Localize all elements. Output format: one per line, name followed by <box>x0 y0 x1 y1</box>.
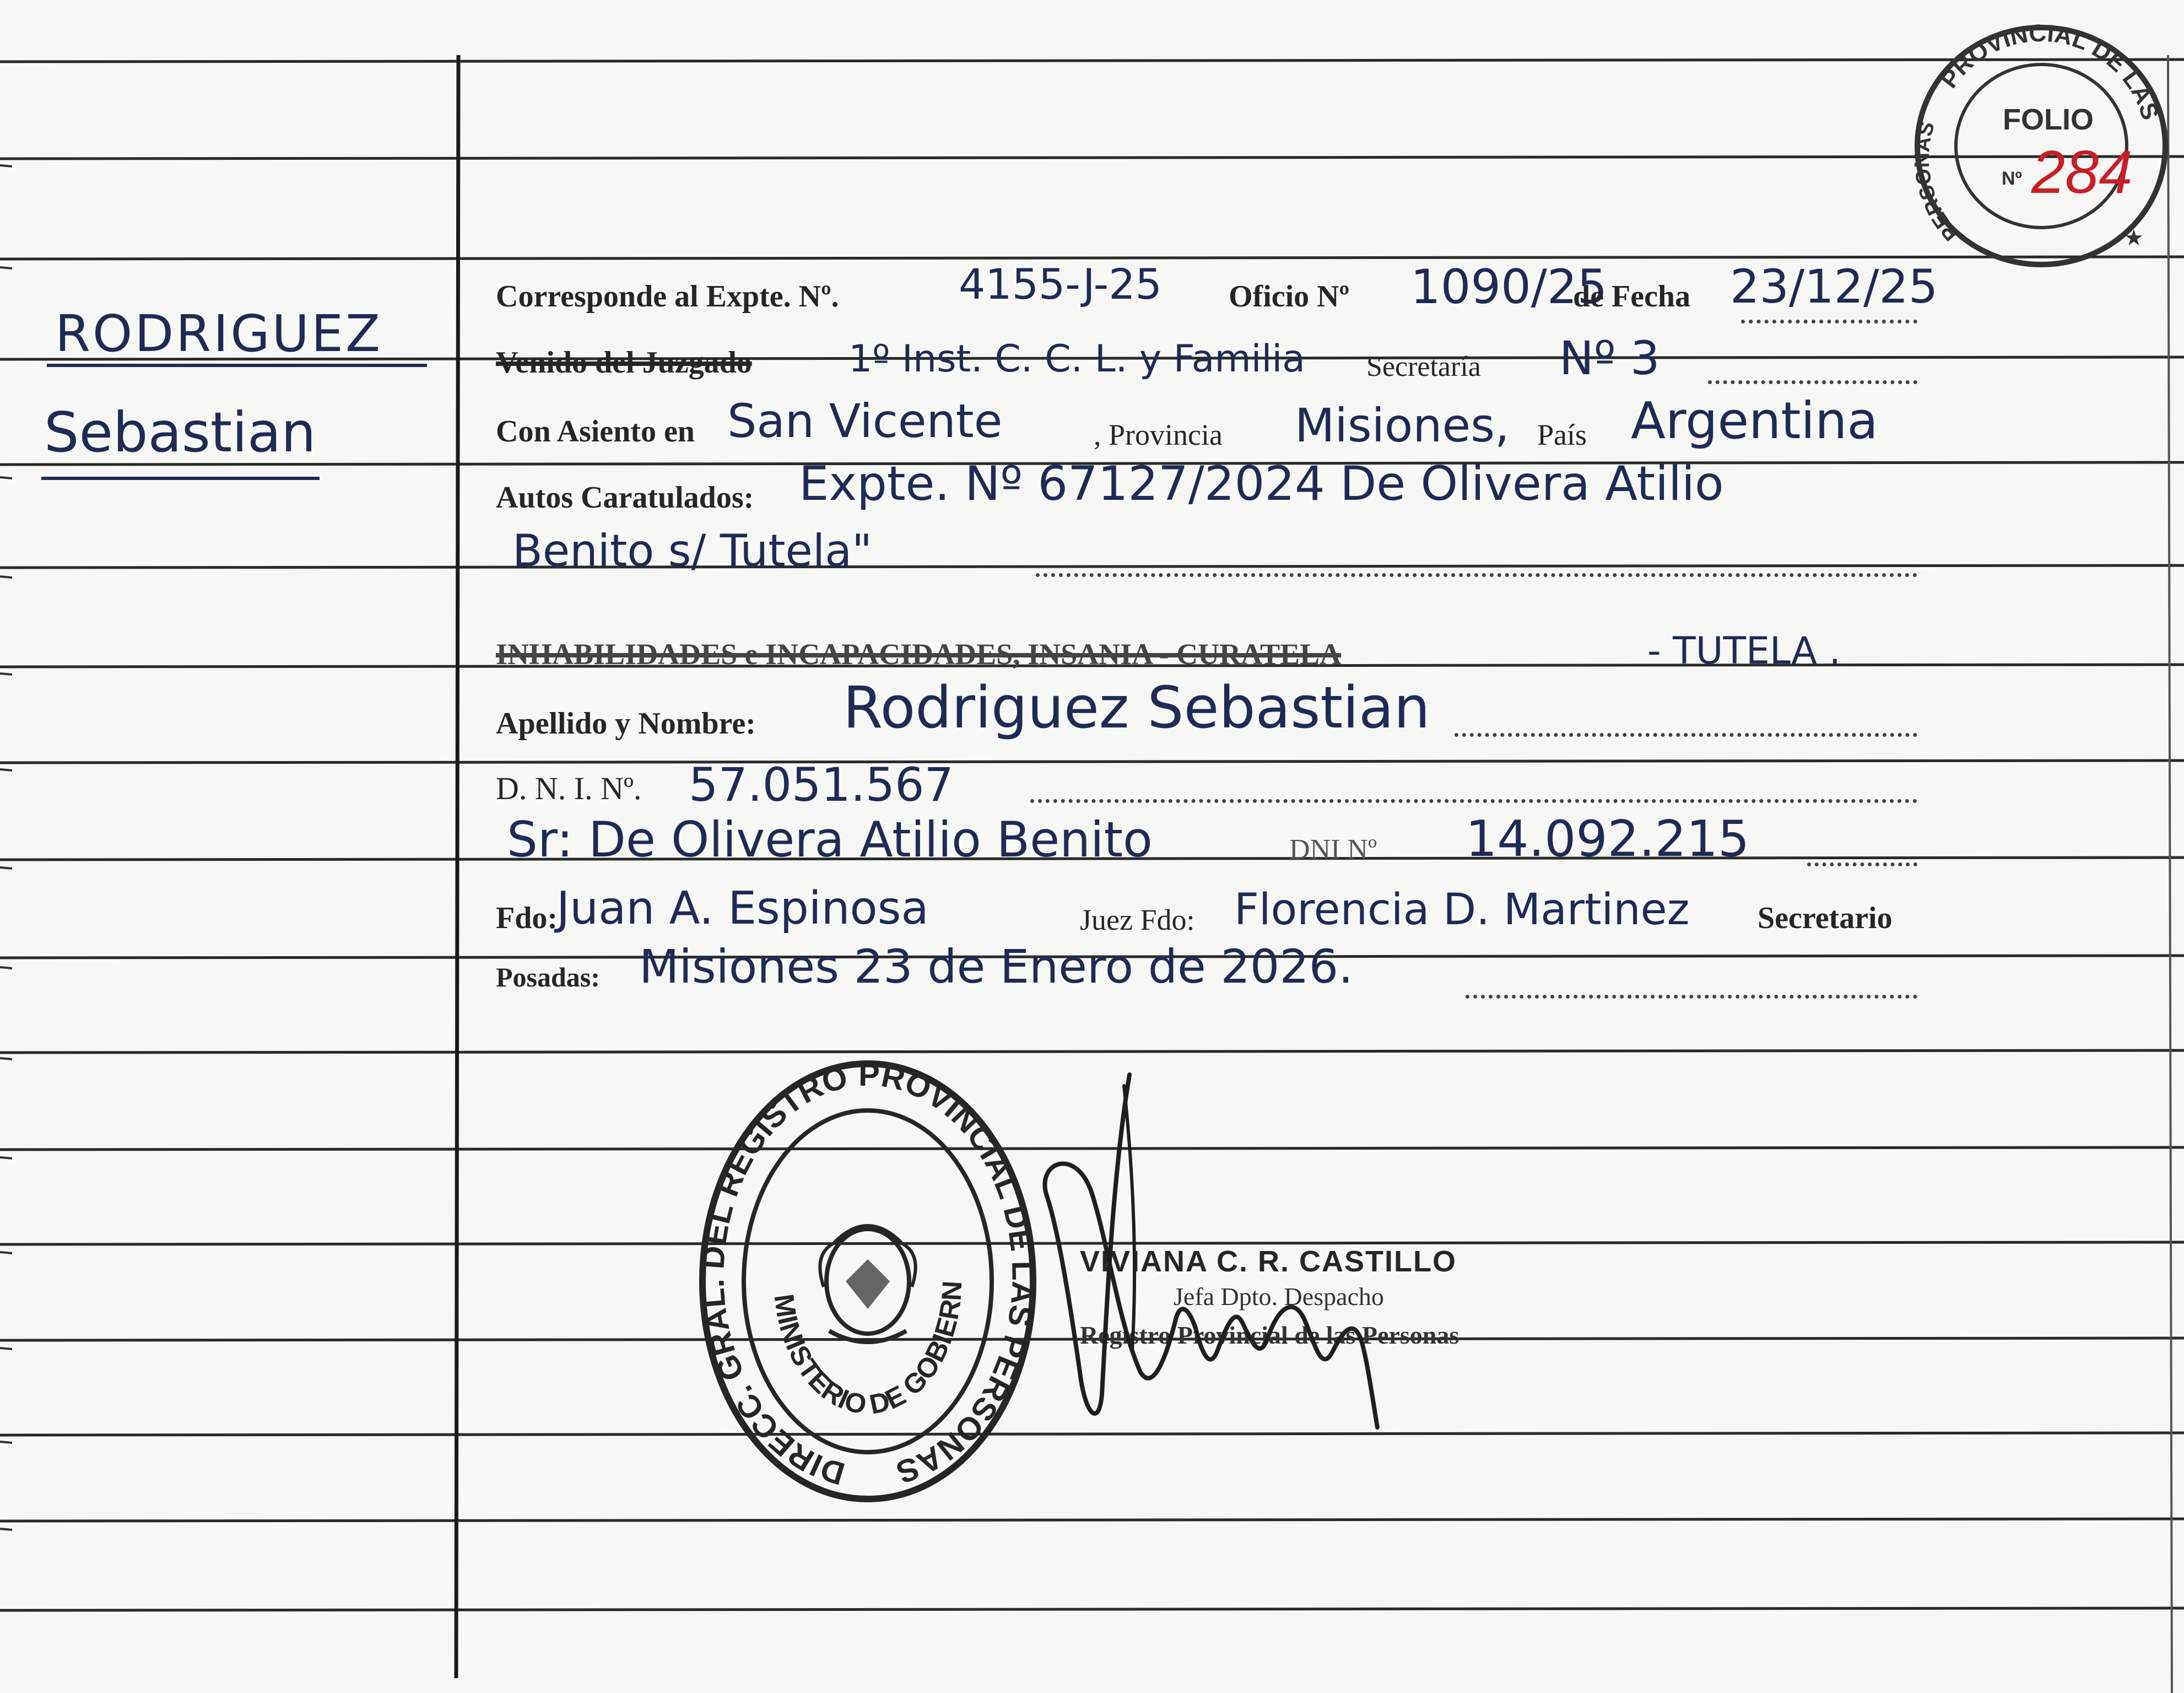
surname-underline <box>47 364 427 367</box>
star-icon: ★ <box>2124 226 2144 250</box>
dotted-leader <box>1455 733 1917 737</box>
label-secretario: Secretario <box>1758 901 1893 935</box>
label-provincia: , Provincia <box>1094 418 1223 451</box>
folio-number: 284 <box>2031 138 2133 206</box>
label-posadas: Posadas: <box>496 962 600 993</box>
stamp-role: Jefa Dpto. Despacho <box>1174 1282 1384 1311</box>
margin-surname: RODRIGUEZ <box>55 304 383 363</box>
autos-value-continued: Benito s/ Tutela" <box>512 525 872 576</box>
folio-label: FOLIO <box>2003 103 2094 136</box>
fdo-judge-value: Juan A. Espinosa <box>556 882 929 935</box>
label-oficio: Oficio Nº <box>1229 279 1350 314</box>
dotted-leader <box>1708 380 1917 384</box>
signature-scribble <box>1036 1064 1477 1449</box>
folio-stamp <box>1904 17 2179 276</box>
expediente-value: 4155-J-25 <box>959 260 1162 309</box>
label-expediente: Corresponde al Expte. Nº. <box>496 279 839 314</box>
label-autos: Autos Caratulados: <box>496 481 754 515</box>
official-seal <box>694 1055 1041 1507</box>
struck-case-types: INHABILIDADES e INCAPACIDADES, INSANIA - CURATELA <box>496 638 1342 671</box>
dni-tutor-value: 14.092.215 <box>1466 810 1750 868</box>
label-pais: País <box>1537 418 1587 451</box>
juzgado-value: 1º Inst. C. C. L. y Familia <box>848 337 1305 381</box>
stamp-name: VIVIANA C. R. CASTILLO <box>1080 1245 1457 1278</box>
dotted-leader <box>1741 320 1917 323</box>
label-asiento: Con Asiento en <box>496 414 695 449</box>
label-fecha: de Fecha <box>1573 279 1691 314</box>
label-juzgado: Venido del Juzgado <box>496 346 752 380</box>
label-dni: D. N. I. Nº. <box>496 770 642 806</box>
stamp-office: Registro Provincial de las Personas <box>1080 1321 1459 1349</box>
seal-inner-text: MINISTERIO DE GOBIERN <box>768 1280 968 1421</box>
folio-ring-left: PERSONAS <box>1910 119 1964 245</box>
fecha-value: 23/12/25 <box>1730 260 1938 314</box>
tutor-value: Sr: De Olivera Atilio Benito <box>507 811 1153 868</box>
provincia-value: Misiones, <box>1295 398 1510 452</box>
folio-ring-top: PROVINCIAL DE LAS <box>1935 19 2164 123</box>
label-fdo: Fdo: <box>496 901 558 935</box>
label-nombre: Apellido y Nombre: <box>496 707 756 741</box>
dotted-leader <box>1030 799 1917 803</box>
oficio-value: 1090/25 <box>1410 260 1608 315</box>
dotted-leader <box>1807 862 1917 866</box>
pais-value: Argentina <box>1631 391 1878 450</box>
secretaria-value: Nº 3 <box>1559 331 1660 385</box>
asiento-value: San Vicente <box>727 394 1003 448</box>
posadas-value: Misiones 23 de Enero de 2026. <box>639 940 1353 994</box>
margin-given-name: Sebastian <box>44 400 316 465</box>
dni-value: 57.051.567 <box>689 758 954 812</box>
label-dni-tutor: DNI Nº <box>1289 834 1377 865</box>
selected-case-type: - TUTELA . <box>1647 629 1841 673</box>
nombre-value: Rodriguez Sebastian <box>843 674 1430 741</box>
autos-value: Expte. Nº 67127/2024 De Olivera Atilio <box>799 456 1724 511</box>
dotted-leader <box>1036 573 1917 577</box>
coat-of-arms-icon <box>820 1226 915 1342</box>
label-juez: Juez Fdo: <box>1080 903 1195 936</box>
given-name-underline <box>41 477 320 480</box>
seal-ring-text: DIRECC. GRAL. DEL REGISTRO PROVINCIAL DE LAS PERSONAS <box>695 1056 1041 1492</box>
label-secretaria: Secretaría <box>1366 351 1481 382</box>
folio-number-prefix: Nº <box>2002 168 2022 189</box>
dotted-leader <box>1466 995 1917 999</box>
fdo-secretary-value: Florencia D. Martinez <box>1234 885 1690 935</box>
